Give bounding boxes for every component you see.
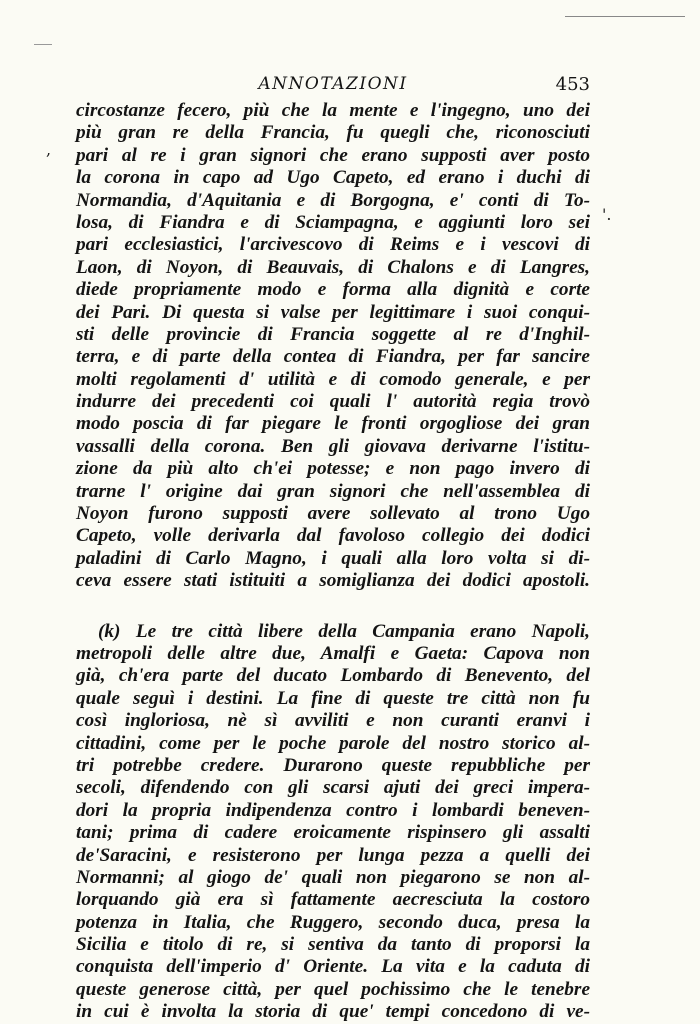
- text-line: così ingloriosa, nè sì avviliti e non curanti eranvi i: [76, 710, 590, 732]
- text-line: potenza in Italia, che Ruggero, secondo duca, presa la: [76, 911, 590, 933]
- text-line: queste generose città, per quel pochissimo che le tenebre: [76, 978, 590, 1000]
- text-line: pari ecclesiastici, l'arcivescovo di Reims e i vescovi di: [76, 234, 590, 256]
- text-line: vassalli della corona. Ben gli giovava derivarne l'istitu-: [76, 435, 590, 457]
- scan-mark-top-right: [565, 16, 685, 17]
- text-line: diede propriamente modo e forma alla dignità e corte: [76, 279, 590, 301]
- text-line: terra, e di parte della contea di Fiandra, per far sancire: [76, 346, 590, 368]
- annotation-text: [76, 100, 590, 1024]
- text-line: modo poscia di far piegare le fronti orgogliose dei gran: [76, 413, 590, 435]
- text-line: zione da più alto ch'ei potesse; e non pago invero di: [76, 458, 590, 480]
- text-line: già, ch'era parte del ducato Lombardo di Benevento, del: [76, 665, 590, 687]
- text-line: Noyon furono supposti avere sollevato al trono Ugo: [76, 503, 590, 525]
- text-line: losa, di Fiandra e di Sciampagna, e aggiunti loro sei: [76, 211, 590, 233]
- text-line: (k) Le tre città libere della Campania erano Napoli,: [98, 620, 590, 642]
- text-line: Capeto, volle derivarla dal favoloso collegio dei dodici: [76, 525, 590, 547]
- text-line: quale seguì i destini. La fine di queste tre città non fu: [76, 687, 590, 709]
- text-line: molti regolamenti d' utilità e di comodo generale, e per: [76, 368, 590, 390]
- scan-mark-top-left: [34, 44, 52, 45]
- text-line: sti delle provincie di Francia soggette al re d'Inghil-: [76, 323, 590, 345]
- text-line: tri potrebbe credere. Durarono queste repubbliche per: [76, 754, 590, 776]
- text-line: Normanni; al giogo de' quali non piegarono se non al-: [76, 866, 590, 888]
- note-k-paragraph: [76, 621, 590, 1024]
- text-line: la corona in capo ad Ugo Capeto, ed erano i duchi di: [76, 167, 590, 189]
- text-line: Laon, di Noyon, di Beauvais, di Chalons e di Langres,: [76, 256, 590, 278]
- text-line: pari al re i gran signori che erano supposti aver posto: [76, 144, 590, 166]
- text-line: in cui è involta la storia di que' tempi concedono di ve-: [76, 1001, 590, 1023]
- page-number: 453: [555, 74, 590, 95]
- margin-mark-left: ,: [46, 140, 52, 159]
- text-line: conquista dell'imperio d' Oriente. La vita e la caduta di: [76, 956, 590, 978]
- text-line: dei Pari. Di questa si valse per legittimare i suoi conqui-: [76, 301, 590, 323]
- page-header: [76, 74, 590, 102]
- paragraph-gap: [76, 593, 590, 621]
- running-title: ANNOTAZIONI: [258, 74, 408, 94]
- text-line: Normandia, d'Aquitania e di Borgogna, e' conti di To-: [76, 189, 590, 211]
- text-line: Sicilia e titolo di re, si sentiva da tanto di proporsi la: [76, 934, 590, 956]
- text-line: ceva essere stati istituiti a somiglianza dei dodici apostoli.: [76, 570, 590, 592]
- text-line: de'Saracini, e resisterono per lunga pezza a quelli dei: [76, 844, 590, 866]
- text-line: paladini di Carlo Magno, i quali alla loro volta si di-: [76, 547, 590, 569]
- text-line: cittadini, come per le poche parole del nostro storico al-: [76, 732, 590, 754]
- text-line: indurre dei precedenti coi quali l' autorità regia trovò: [76, 391, 590, 413]
- text-line: tani; prima di cadere eroicamente rispinsero gli assalti: [76, 822, 590, 844]
- paragraph-continuation: [76, 100, 590, 593]
- margin-mark-right: '.: [602, 205, 612, 224]
- text-line: dori la propria indipendenza contro i lombardi beneven-: [76, 799, 590, 821]
- text-line: più gran re della Francia, fu quegli che, riconosciuti: [76, 122, 590, 144]
- text-line: secoli, difendendo con gli scarsi ajuti dei greci impera-: [76, 777, 590, 799]
- text-line: trarne l' origine dai gran signori che nell'assemblea di: [76, 480, 590, 502]
- text-line: circostanze fecero, più che la mente e l'ingegno, uno dei: [76, 100, 590, 121]
- text-line: lorquando già era sì fattamente aecresciuta la costoro: [76, 889, 590, 911]
- text-line: metropoli delle altre due, Amalfi e Gaeta: Capova non: [76, 642, 590, 664]
